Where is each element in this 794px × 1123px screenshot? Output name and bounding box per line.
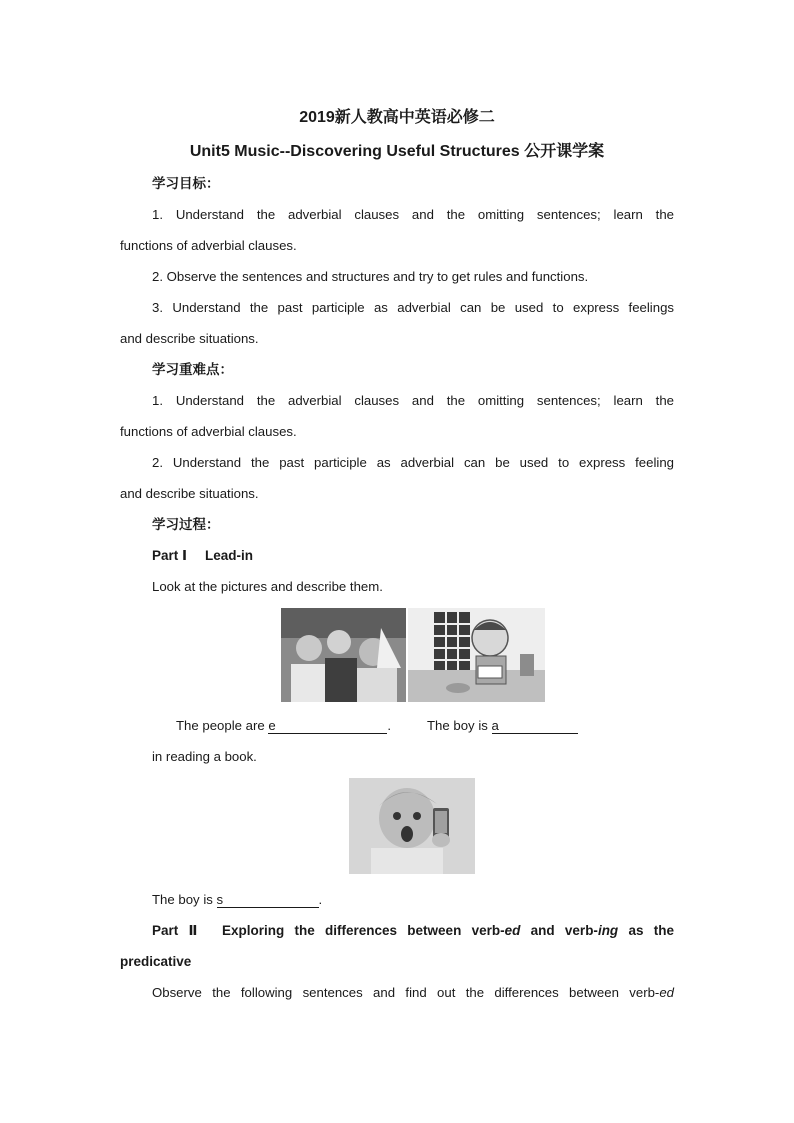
- objective-3-line-2: and describe situations.: [120, 331, 259, 346]
- key-point-2-line-2: and describe situations.: [120, 486, 259, 501]
- excited-crowd-photo: [281, 608, 406, 702]
- part-1-heading: [120, 540, 674, 571]
- surprised-boy-photo: [349, 778, 475, 874]
- part-2-observe-instruction: Observe the following sentences and find out the differences between verb-ed: [152, 985, 674, 1000]
- question-2: The boy is a: [427, 710, 578, 741]
- answer-blank-1[interactable]: e: [268, 718, 387, 734]
- answer-blank-2[interactable]: a: [492, 718, 578, 734]
- part-1-instruction: Look at the pictures and describe them.: [152, 579, 383, 594]
- key-point-2-line-1: 2. Understand the past participle as adverbial can be used to express feeling: [152, 455, 674, 470]
- surprised-boy-photo-wrap: [120, 778, 674, 878]
- part-2-label: Part Ⅱ: [152, 923, 204, 938]
- objective-1-line-1: 1. Understand the adverbial clauses and the omitting sentences; learn the: [152, 207, 674, 222]
- boy-reading-illustration: [408, 608, 545, 702]
- question-3: The boy is s .: [152, 892, 323, 907]
- document-subtitle: Unit5 Music--Discovering Useful Structures 公开课学案: [189, 143, 605, 160]
- process-heading: 学习过程：: [152, 517, 220, 532]
- objective-1-line-2: functions of adverbial clauses.: [120, 238, 297, 253]
- part-1-title: Lead-in: [205, 548, 254, 563]
- question-2-continuation: in reading a book.: [152, 749, 257, 764]
- part-2-heading-line-2: predicative: [120, 954, 192, 969]
- objective-3-line-1: 3. Understand the past participle as adverbial can be used to express feelings: [152, 300, 674, 315]
- document-page: [120, 100, 674, 1008]
- objective-2: 2. Observe the sentences and structures and try to get rules and functions.: [152, 269, 589, 284]
- objectives-heading: 学习目标：: [152, 176, 220, 191]
- key-point-1-line-2: functions of adverbial clauses.: [120, 424, 297, 439]
- lead-in-question-row: [120, 710, 674, 741]
- key-point-1-line-1: 1. Understand the adverbial clauses and the omitting sentences; learn the: [152, 393, 674, 408]
- question-1: The people are e .: [176, 718, 392, 733]
- answer-blank-3[interactable]: s: [217, 892, 319, 908]
- lead-in-pictures: [120, 608, 674, 704]
- document-title: 2019新人教高中英语必修二: [299, 109, 495, 126]
- part-2-heading: Part Ⅱ Exploring the differences between verb-ed and verb-ing as the: [152, 923, 674, 938]
- part-1-label: Part Ⅰ: [152, 548, 188, 563]
- key-points-heading: 学习重难点：: [152, 362, 233, 377]
